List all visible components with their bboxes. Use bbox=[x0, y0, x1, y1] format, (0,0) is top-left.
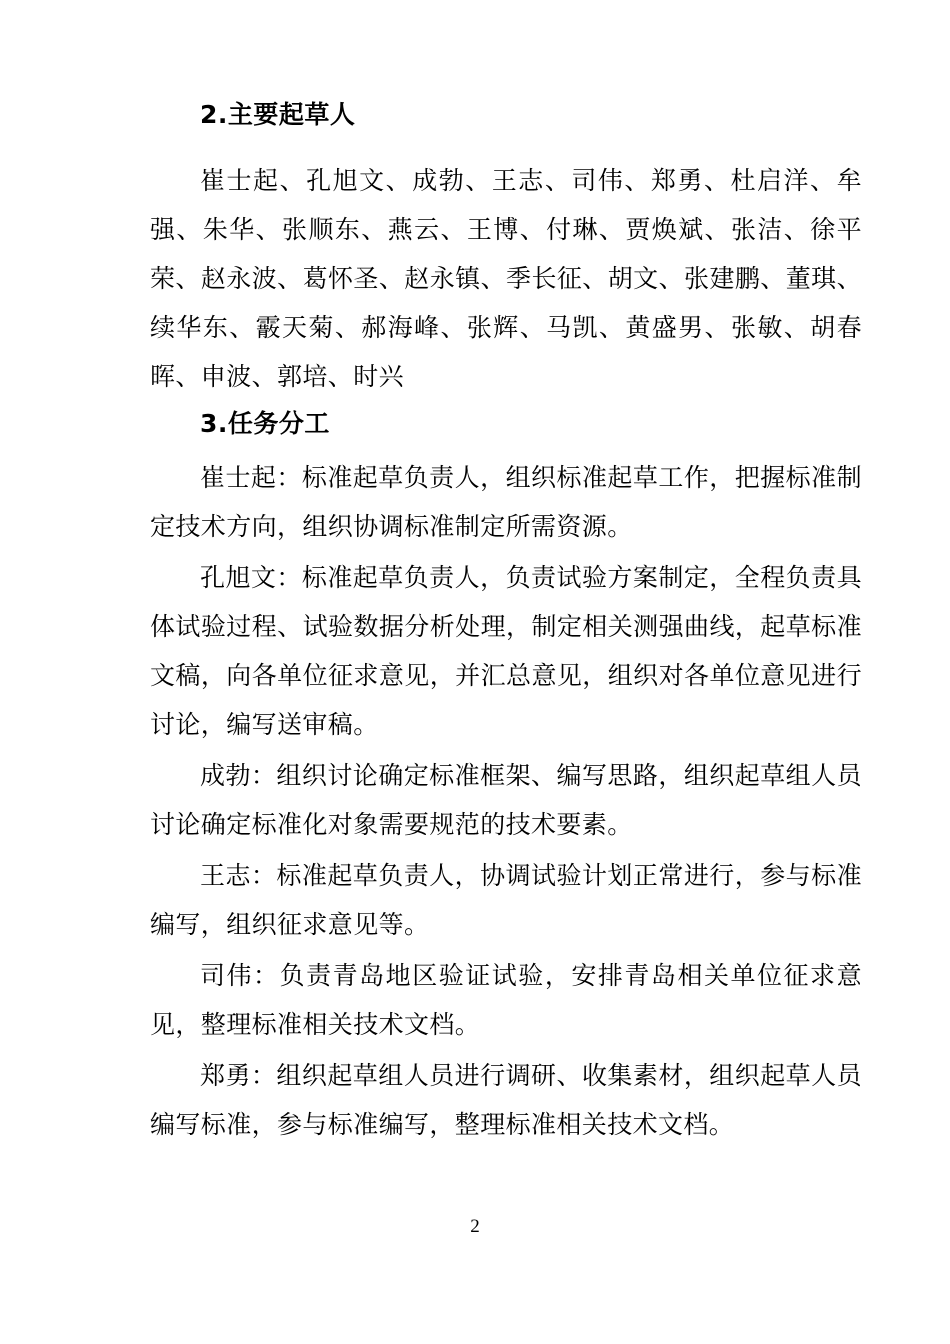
paragraph-drafter-list: 崔士起、孔旭文、成勃、王志、司伟、郑勇、杜启洋、牟强、朱华、张顺东、燕云、王博、付琳、贾焕斌、张洁、徐平荣、赵永波、葛怀圣、赵永镇、季长征、胡文、张建鹏、董琪、续华东、霰天菊、郝海峰、张辉、马凯、黄盛男、张敏、胡春晖、申波、郭培、时兴 bbox=[150, 168, 862, 391]
paragraph-task-chengbo: 成勃：组织讨论确定标准框架、编写思路，组织起草组人员讨论确定标准化对象需要规范的技术要素。 bbox=[150, 763, 862, 839]
page-number: 2 bbox=[470, 1216, 480, 1237]
document-body bbox=[150, 95, 862, 1150]
paragraph-task-siwei: 司伟：负责青岛地区验证试验，安排青岛相关单位征求意见，整理标准相关技术文档。 bbox=[150, 963, 862, 1039]
section-heading-task-division: 3.任务分工 bbox=[200, 409, 330, 438]
section-heading-main-drafters: 2.主要起草人 bbox=[200, 100, 356, 129]
paragraph-task-cuishiqi: 崔士起：标准起草负责人，组织标准起草工作，把握标准制定技术方向，组织协调标准制定所需资源。 bbox=[150, 465, 862, 541]
spacer bbox=[150, 145, 862, 157]
paragraph-task-kongxuwen: 孔旭文：标准起草负责人，负责试验方案制定，全程负责具体试验过程、试验数据分析处理，制定相关测强曲线，起草标准文稿，向各单位征求意见，并汇总意见，组织对各单位意见进行讨论，编写送审稿。 bbox=[150, 565, 862, 739]
paragraph-task-wangzhi: 王志：标准起草负责人，协调试验计划正常进行，参与标准编写，组织征求意见等。 bbox=[150, 863, 862, 939]
paragraph-task-zhengyong: 郑勇：组织起草组人员进行调研、收集素材，组织起草人员编写标准，参与标准编写，整理标准相关技术文档。 bbox=[150, 1063, 862, 1139]
